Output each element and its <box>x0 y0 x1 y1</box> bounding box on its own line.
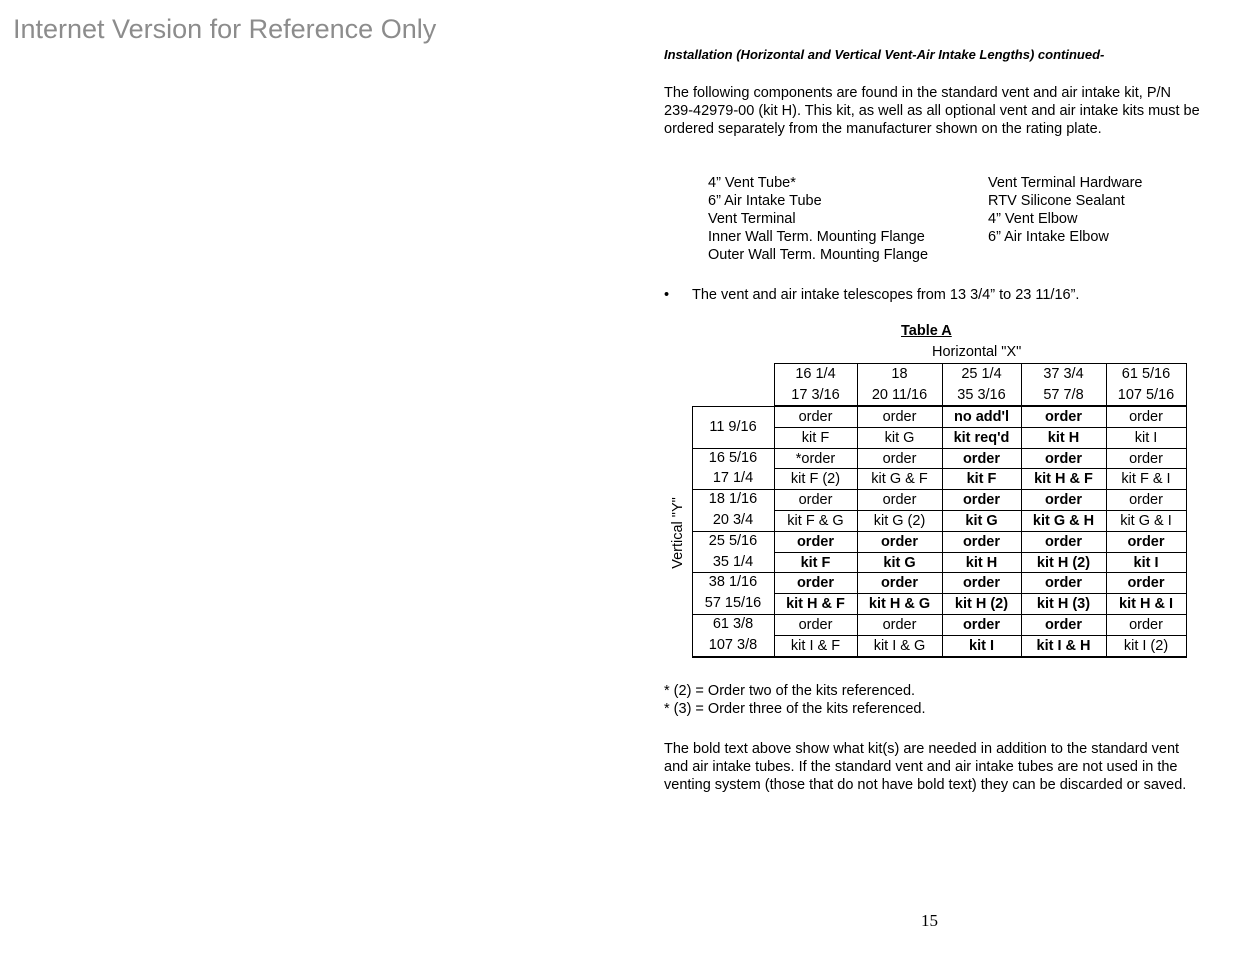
intro-paragraph: The following components are found in the standard vent and air intake kit, P/N 239-42979-00 (kit H). This kit, as well as all optional vent and air intake kits must be ordered separately from the manufacturer shown on the rating plate. <box>664 85 1200 137</box>
components-right-list <box>988 174 1142 246</box>
table-cell: kit I & H <box>1036 637 1091 654</box>
component-item: 6” Air Intake Elbow <box>988 229 1109 245</box>
section-heading: Installation (Horizontal and Vertical Vent-Air Intake Lengths) continued- <box>664 47 1105 62</box>
table-cell: order <box>962 450 1001 467</box>
column-header: 57 7/8 <box>1043 387 1084 403</box>
table-cell: kit G <box>883 554 916 571</box>
table-cell: kit I <box>1134 429 1158 446</box>
row-header: 25 5/16 <box>708 532 758 549</box>
table-cell: order <box>1044 533 1083 550</box>
table-cell: order <box>882 617 917 633</box>
table-cell: order <box>1129 617 1163 633</box>
column-header: 17 3/16 <box>791 387 840 403</box>
bullet-icon: • <box>664 287 670 303</box>
component-item: 6” Air Intake Tube <box>708 193 822 209</box>
closing-paragraph: The bold text above show what kit(s) are needed in addition to the standard vent and air intake tubes. If the standard vent and air intake tubes are not used in the venting system (those that do not have bold text) they can be discarded or saved. <box>664 741 1187 793</box>
watermark: Internet Version for Reference Only <box>13 14 437 44</box>
table-rule <box>1186 406 1187 656</box>
table-rule <box>1106 406 1107 656</box>
horizontal-axis-label: Horizontal "X" <box>932 344 1022 360</box>
table-cell: order <box>796 533 835 550</box>
table-cell: kit F & I <box>1121 471 1171 488</box>
table-cell: kit F & G <box>787 513 844 529</box>
table-cell: no add'l <box>954 409 1009 425</box>
component-item: 4” Vent Elbow <box>988 211 1078 227</box>
table-rule <box>692 657 1187 658</box>
column-header: 25 1/4 <box>961 366 1002 382</box>
table-cell: kit I & F <box>790 637 841 654</box>
table-title: Table A <box>901 323 952 339</box>
component-item: Vent Terminal <box>708 211 796 227</box>
table-cell: order <box>962 575 1001 592</box>
column-header: 16 1/4 <box>795 366 836 382</box>
component-item: RTV Silicone Sealant <box>988 193 1125 209</box>
table-cell: kit I (2) <box>1123 637 1169 654</box>
table-cell: kit H (2) <box>1036 554 1091 571</box>
table-cell: order <box>962 492 1001 509</box>
table-cell: kit F <box>966 471 997 488</box>
table-cell: order <box>1127 533 1165 550</box>
footnotes <box>664 682 926 718</box>
bullet-text: The vent and air intake telescopes from 13 3/4” to 23 11/16”. <box>692 287 1080 303</box>
row-header: 17 1/4 <box>712 470 754 487</box>
row-header: 107 3/8 <box>708 636 758 653</box>
table-cell: kit F <box>801 429 830 446</box>
table-cell: kit G & I <box>1120 513 1172 529</box>
table-cell: order <box>882 450 917 467</box>
column-header: 35 3/16 <box>957 387 1006 403</box>
row-header: 61 3/8 <box>712 616 754 632</box>
table-cell: order <box>1044 575 1083 592</box>
column-header: 18 <box>891 366 908 382</box>
column-header: 20 11/16 <box>871 387 928 403</box>
table-cell: order <box>798 617 833 633</box>
table-rule <box>1021 406 1022 656</box>
table-cell: kit H (2) <box>954 596 1009 613</box>
table-cell: kit H (3) <box>1036 596 1091 613</box>
table-cell: kit H <box>1047 429 1080 446</box>
table-cell: kit G & H <box>1032 513 1095 529</box>
table-cell: order <box>1129 492 1163 509</box>
table-cell: kit H & F <box>1034 471 1093 488</box>
table-rule <box>857 406 858 656</box>
table-cell: order <box>882 492 917 509</box>
component-item: Outer Wall Term. Mounting Flange <box>708 247 929 263</box>
table-cell: order <box>1044 617 1083 633</box>
table-cell: kit H <box>965 554 998 571</box>
table-cell: order <box>796 575 835 592</box>
table-rule <box>1186 363 1187 405</box>
row-header: 38 1/16 <box>708 574 758 591</box>
row-header: 35 1/4 <box>712 553 754 570</box>
table-cell: kit H & I <box>1119 596 1173 613</box>
table-rule <box>942 406 943 656</box>
row-header: 20 3/4 <box>712 512 754 528</box>
table-cell: order <box>880 533 919 550</box>
table-cell: order <box>962 533 1001 550</box>
table-cell: kit F <box>800 554 831 571</box>
components-left-list <box>708 174 928 264</box>
table-cell: order <box>880 575 919 592</box>
table-cell: order <box>798 492 833 509</box>
table-cell: kit H & F <box>786 596 845 613</box>
row-header: 57 15/16 <box>704 595 762 612</box>
table-cell: order <box>1129 450 1163 467</box>
component-item: Inner Wall Term. Mounting Flange <box>708 229 925 245</box>
table-cell: order <box>798 409 833 425</box>
table-cell: order <box>1044 409 1083 425</box>
table-cell: kit I <box>969 637 994 654</box>
column-header: 107 5/16 <box>1117 387 1175 403</box>
table-cell: kit F (2) <box>790 471 841 488</box>
table-cell: order <box>962 617 1001 633</box>
table-cell: kit G <box>965 513 998 529</box>
row-header: 11 9/16 <box>709 418 757 435</box>
table-cell: kit I & G <box>873 637 926 654</box>
vertical-axis-label: Vertical "Y" <box>670 497 686 569</box>
table-cell: order <box>1044 450 1083 467</box>
table-cell: order <box>1129 409 1163 425</box>
row-header: 16 5/16 <box>708 449 758 466</box>
table-rule <box>774 406 775 656</box>
footnote: * (2) = Order two of the kits referenced. <box>664 683 916 699</box>
page-number: 15 <box>921 911 938 930</box>
column-header: 37 3/4 <box>1043 366 1084 382</box>
table-cell: order <box>882 409 917 425</box>
component-item: 4” Vent Tube* <box>708 175 796 191</box>
table-cell: kit H & G <box>868 596 931 613</box>
column-header: 61 5/16 <box>1121 366 1171 382</box>
table-cell: kit I <box>1133 554 1159 571</box>
table-cell: kit G (2) <box>873 513 926 529</box>
row-header: 18 1/16 <box>708 491 758 508</box>
table-cell: kit G & F <box>871 471 928 488</box>
table-cell: order <box>1044 492 1083 509</box>
table-cell: kit req'd <box>953 429 1010 446</box>
table-cell: *order <box>795 450 836 467</box>
table-cell: kit G <box>884 429 915 446</box>
table-cell: order <box>1127 575 1165 592</box>
component-item: Vent Terminal Hardware <box>988 175 1143 191</box>
table-rule <box>692 406 693 656</box>
footnote: * (3) = Order three of the kits referenced. <box>664 701 926 717</box>
